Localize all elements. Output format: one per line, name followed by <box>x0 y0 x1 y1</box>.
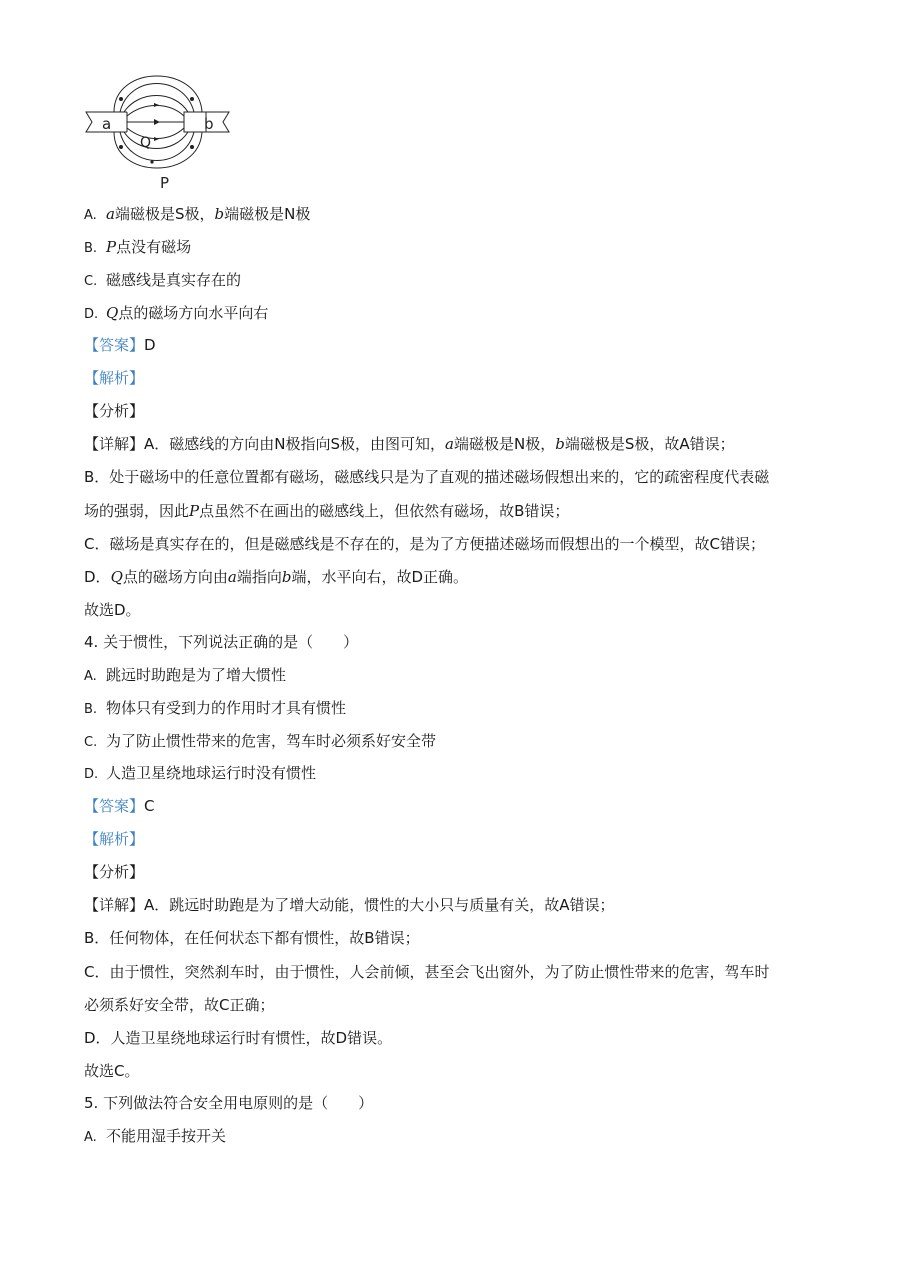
option-letter: C. <box>84 735 98 750</box>
q3-detail-b2: 场的强弱，因此P点虽然不在画出的磁感线上，但依然有磁场，故B错误； <box>84 502 570 520</box>
q3-detail-a: 【详解】A．磁感线的方向由N极指向S极，由图可知，a端磁极是N极，b端磁极是S极，故A错误； <box>84 435 735 453</box>
option-letter: A. <box>84 208 97 223</box>
q4-option-d: D. 人造卫星绕地球运行时没有惯性 <box>84 763 316 785</box>
figure-label-p: P <box>160 174 170 192</box>
figure-label-a: a <box>102 115 112 133</box>
option-letter: D. <box>84 307 99 322</box>
q4-answer: 【答案】C <box>84 797 155 815</box>
q4-detail-b: B．任何物体，在任何状态下都有惯性，故B错误； <box>84 929 420 947</box>
q4-fenxi-tag: 【分析】 <box>84 863 145 881</box>
q3-option-c: C. 磁感线是真实存在的 <box>84 270 241 292</box>
option-letter: B. <box>84 241 98 256</box>
q5-stem: 5. 下列做法符合安全用电原则的是（ ） <box>84 1094 374 1112</box>
q4-option-b: B. 物体只有受到力的作用时才具有惯性 <box>84 698 346 720</box>
option-letter: A. <box>84 1130 97 1145</box>
q3-conclusion: 故选D。 <box>84 601 141 619</box>
option-letter: A. <box>84 669 97 684</box>
q3-option-d: D. Q点的磁场方向水平向右 <box>84 303 268 325</box>
option-letter: B. <box>84 702 98 717</box>
option-letter: C. <box>84 274 98 289</box>
q4-detail-c1: C．由于惯性，突然刹车时，由于惯性，人会前倾，甚至会飞出窗外，为了防止惯性带来的危害，驾车时 <box>84 963 770 981</box>
q3-detail-c: C．磁场是真实存在的，但是磁感线是不存在的，是为了方便描述磁场而假想出的一个模型，故C错误； <box>84 535 765 553</box>
q4-jiexi-tag: 【解析】 <box>84 830 145 848</box>
q3-detail-d: D．Q点的磁场方向由a端指向b端，水平向右，故D正确。 <box>84 568 469 586</box>
q4-option-a: A. 跳远时助跑是为了增大惯性 <box>84 665 286 687</box>
figure-label-q: Q <box>140 135 152 151</box>
q3-fenxi-tag: 【分析】 <box>84 402 145 420</box>
q3-option-b: B. P点没有磁场 <box>84 237 191 259</box>
magnetic-field-figure <box>84 72 234 192</box>
q4-conclusion: 故选C。 <box>84 1062 140 1080</box>
option-letter: D. <box>84 767 99 782</box>
figure-label-b: b <box>204 115 214 133</box>
q5-option-a: A. 不能用湿手按开关 <box>84 1126 226 1148</box>
q4-detail-a: 【详解】A．跳远时助跑是为了增大动能，惯性的大小只与质量有关，故A错误； <box>84 896 615 914</box>
q3-jiexi-tag: 【解析】 <box>84 369 145 387</box>
q3-answer: 【答案】D <box>84 336 156 354</box>
q4-detail-d: D．人造卫星绕地球运行时有惯性，故D错误。 <box>84 1029 393 1047</box>
q4-detail-c2: 必须系好安全带，故C正确； <box>84 996 275 1014</box>
q4-stem: 4. 关于惯性，下列说法正确的是（ ） <box>84 633 359 651</box>
q3-option-a: A. a端磁极是S极，b端磁极是N极 <box>84 204 310 226</box>
q3-detail-b1: B．处于磁场中的任意位置都有磁场，磁感线只是为了直观的描述磁场假想出来的，它的疏密程度代表磁 <box>84 468 770 486</box>
q4-option-c: C. 为了防止惯性带来的危害，驾车时必须系好安全带 <box>84 731 436 753</box>
